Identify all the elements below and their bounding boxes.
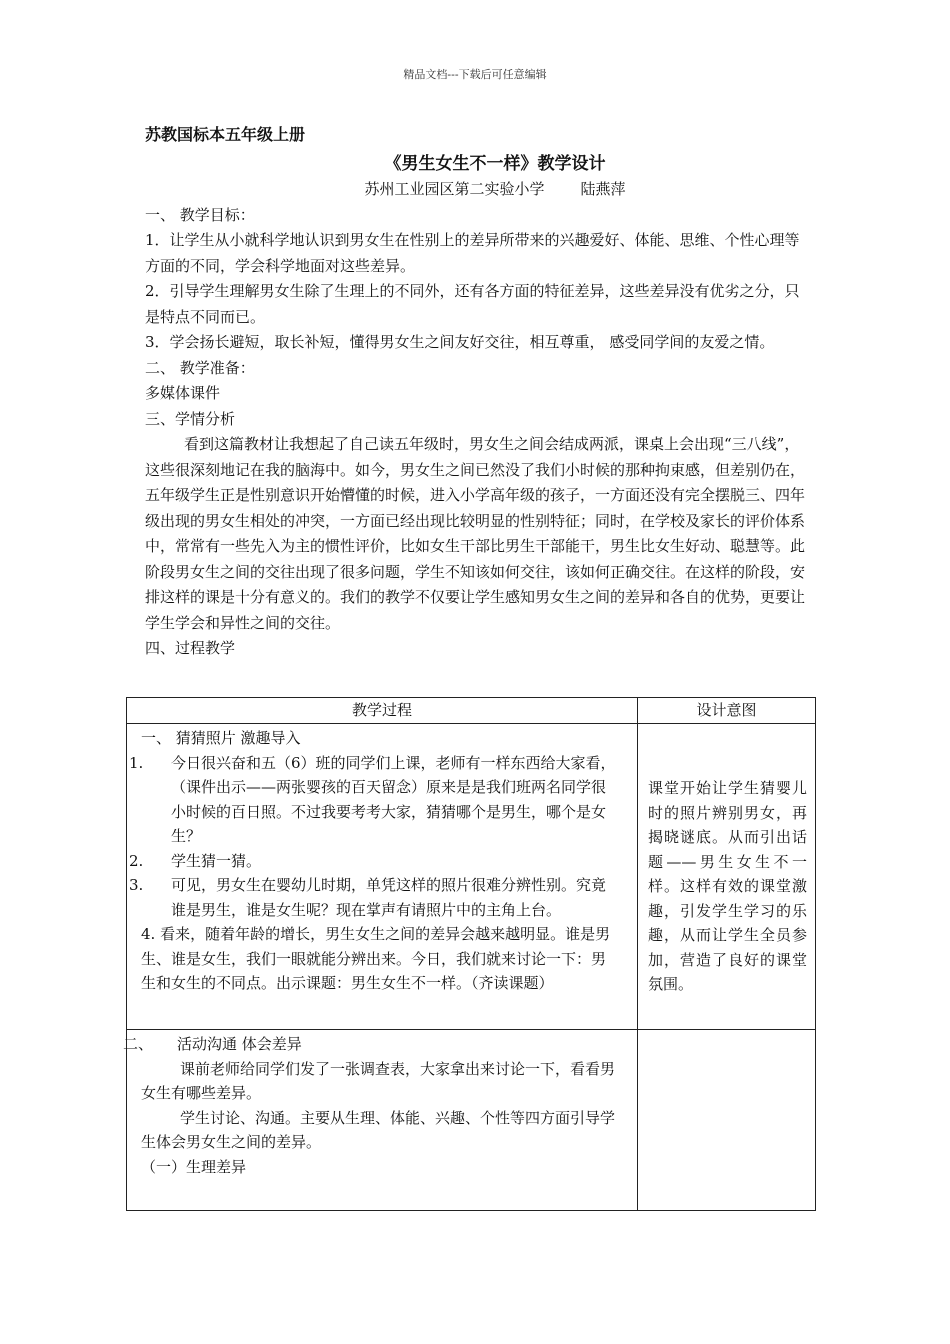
item-4-text: 4. 看来，随着年龄的增长，男生女生之间的差异会越来越明显。谁是男生、谁是女生，我们一眼就能分辨出来。今日，我们就来讨论一下：男生和女生的不同点。出示课题：男生女生不一样。（齐读课题） <box>141 925 611 992</box>
process-cell-2 <box>123 1030 638 1211</box>
author-line <box>185 177 805 203</box>
list-item <box>129 751 619 849</box>
process-cell-1 <box>127 724 638 1030</box>
col-header-process: 教学过程 <box>127 698 638 724</box>
goal-1: 1．让学生从小就科学地认识到男女生在性别上的差异所带来的兴趣爱好、体能、思维、个性心理等方面的不同，学会科学地面对这些差异。 <box>145 231 800 275</box>
goal-3: 3．学会扬长避短，取长补短，懂得男女生之间友好交往，相互尊重， 感受同学间的友爱之情。 <box>145 333 775 351</box>
item-text: 可见，男女生在婴幼儿时期，单凭这样的照片很难分辨性别。究竟谁是男生，谁是女生呢？现在掌声有请照片中的主角上台。 <box>171 876 607 919</box>
document-title: 《男生女生不一样》教学设计 <box>384 153 606 174</box>
book-line: 苏教国标本五年级上册 <box>145 125 306 144</box>
item-number: 2. <box>129 851 144 870</box>
item-text: 学生猜一猜。 <box>171 851 262 870</box>
prep-text: 多媒体课件 <box>145 384 221 402</box>
author-name: 陆燕萍 <box>580 180 626 198</box>
intent-cell-2 <box>638 1030 816 1211</box>
school-name: 苏州工业园区第二实验小学 <box>364 180 545 198</box>
part1-title: 一、 猜猜照片 激趣导入 <box>141 729 301 747</box>
item-number: 1. <box>129 753 144 772</box>
intent-text-1: 课堂开始让学生猜婴儿时的照片辨别男女，再揭晓谜底。从而引出话题——男生女生不一样。这样有效的课堂激趣，引发学生学习的乐趣，从而让学生全员参加，营造了良好的课堂氛围。 <box>648 779 807 993</box>
part2-number: 二、 <box>123 1035 154 1053</box>
part2-paragraph-2: 学生讨论、沟通。主要从生理、体能、兴趣、个性等四方面引导学生体会男女生之间的差异。 <box>141 1108 616 1151</box>
col-header-intent: 设计意图 <box>638 698 816 724</box>
goals-heading: 一、 教学目标： <box>145 205 255 224</box>
part2-title: 活动沟通 体会差异 <box>177 1035 302 1053</box>
part2-subheading: （一）生理差异 <box>141 1157 247 1176</box>
analysis-text: 看到这篇教材让我想起了自己读五年级时，男女生之间会结成两派，课桌上会出现“三八线”，这些很深刻地记在我的脑海中。如今，男女生之间已然没了我们小时候的那种拘束感，但差别仍在，五年级学生正是性别意识开始懵懂的时候，进入小学高年级的孩子，一方面还没有完全摆脱三、四年级出现的男女生相处的冲突，一方面已经出现比较明显的性别特征；同时，在学校及家长的评价体系中，常常有一些先入为主的惯性评价，比如女生干部比男生干部能干，男生比女生好动、聪慧等。此阶段男女生之间的交往出现了很多问题，学生不知该如何交往，该如何正确交往。在这样的阶段，安排这样的课是十分有意义的。我们的教学不仅要让学生感知男女生之间的差异和各自的优势，更要让学生学会和异性之间的交往。 <box>145 435 806 632</box>
table-header-row <box>127 698 816 724</box>
table-row <box>127 724 816 1030</box>
list-item <box>129 873 619 922</box>
process-table <box>123 697 816 1211</box>
list-item <box>129 849 619 874</box>
intent-cell-1 <box>638 724 816 1030</box>
analysis-heading: 三、学情分析 <box>145 409 236 428</box>
page-header: 精品文档---下载后可任意编辑 <box>403 68 547 81</box>
item-text: 今日很兴奋和五（6）班的同学们上课，老师有一样东西给大家看，（课件出示——两张婴孩的百天留念）原来是是我们班两名同学很小时候的百日照。不过我要考考大家，猜猜哪个是男生，哪个是女生？ <box>171 753 616 845</box>
part2-paragraph-1: 课前老师给同学们发了一张调查表，大家拿出来讨论一下，看看男女生有哪些差异。 <box>141 1059 616 1102</box>
item-number: 3. <box>129 876 144 894</box>
goal-2: 2．引导学生理解男女生除了生理上的不同外，还有各方面的特征差异，这些差异没有优劣之分，只是特点不同而已。 <box>145 282 800 326</box>
process-heading: 四、过程教学 <box>145 639 236 657</box>
prep-heading: 二、 教学准备： <box>145 358 255 377</box>
table-row <box>127 1030 816 1211</box>
part2-title-line <box>123 1032 619 1057</box>
document-body <box>145 122 805 662</box>
